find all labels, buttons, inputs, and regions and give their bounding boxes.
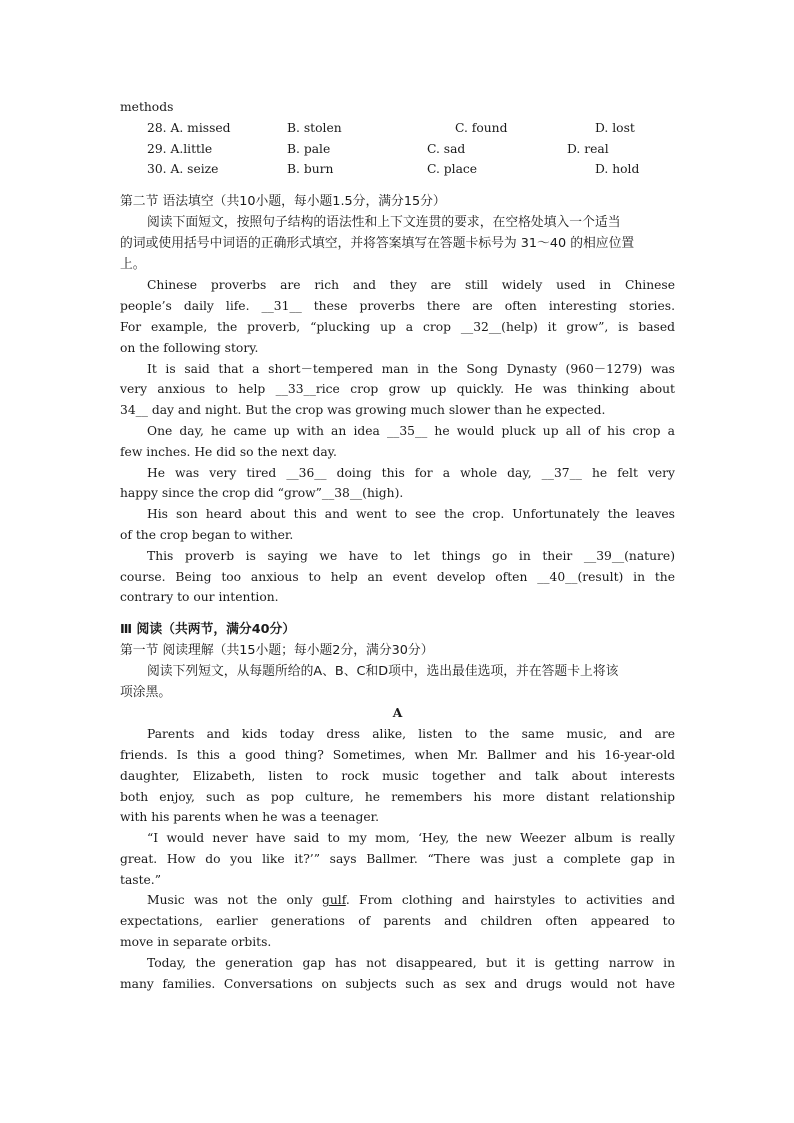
document-page: [120, 97, 675, 994]
passage-line: very anxious to help __33__rice crop grow up quickly. He was thinking about: [120, 382, 675, 397]
option-c: C. place: [427, 162, 478, 177]
passage-line: move in separate orbits.: [120, 935, 272, 950]
text-run: Music was not the only: [147, 893, 322, 908]
section-heading: 第二节 语法填空（共10小题，每小题1.5分，满分15分）: [120, 194, 446, 210]
passage-line: course. Being too anxious to help an event develop often __40__(result) in the: [120, 569, 675, 584]
passage-label: A: [392, 705, 403, 721]
question-28: [120, 118, 675, 139]
question-29: [120, 139, 675, 160]
passage-line: His son heard about this and went to see the crop. Unfortunately the leaves: [147, 507, 675, 522]
passage-line: Chinese proverbs are rich and they are still widely used in Chinese: [147, 278, 675, 293]
passage-line: Parents and kids today dress alike, listen to the same music, and are: [147, 727, 675, 742]
option-a: 29. A.little: [147, 141, 213, 156]
option-b: B. stolen: [287, 120, 342, 135]
passage-line: One day, he came up with an idea __35__ he would pluck up all of his crop a: [147, 423, 675, 438]
passage-line: taste.”: [120, 872, 161, 887]
option-c: C. sad: [427, 141, 466, 156]
passage-line: many families. Conversations on subjects such as sex and drugs would not have: [120, 976, 675, 991]
option-c: C. found: [455, 120, 508, 135]
option-b: B. burn: [287, 162, 334, 177]
part-heading: Ⅲ 阅读（共两节，满分40分）: [120, 622, 296, 638]
passage-line: contrary to our intention.: [120, 590, 279, 605]
passage-line: both enjoy, such as pop culture, he remembers his more distant relationship: [120, 789, 675, 804]
passage-line: few inches. He did so the next day.: [120, 444, 337, 459]
option-a: 28. A. missed: [147, 120, 231, 135]
passage-line: “I would never have said to my mom, ‘Hey, the new Weezer album is really: [147, 831, 675, 846]
passage-line: friends. Is this a good thing? Sometimes, when Mr. Ballmer and his 16-year-old: [120, 747, 675, 762]
passage-line: 34__ day and night. But the crop was growing much slower than he expected.: [120, 403, 606, 418]
option-d: D. real: [567, 141, 609, 156]
option-d: D. hold: [595, 162, 640, 177]
text-run: . From clothing and hairstyles to activities and: [345, 893, 675, 908]
passage-line: It is said that a short－tempered man in the Song Dynasty (960－1279) was: [147, 361, 675, 376]
passage-line: with his parents when he was a teenager.: [120, 810, 380, 825]
instruction-line: 上。: [120, 256, 146, 272]
instruction-line: 项涂黑。: [120, 684, 172, 700]
section-heading: 第一节 阅读理解（共15小题；每小题2分，满分30分）: [120, 642, 434, 658]
option-b: B. pale: [287, 141, 331, 156]
question-30: [120, 159, 675, 180]
passage-line: people’s daily life. __31__ these proverbs there are often interesting stories.: [120, 299, 675, 314]
option-d: D. lost: [595, 120, 635, 135]
passage-line: [120, 890, 675, 911]
passage-line: happy since the crop did “grow”__38__(high).: [120, 486, 404, 501]
passage-line: For example, the proverb, “plucking up a crop __32__(help) it grow”, is based: [120, 319, 675, 334]
instruction-line: 阅读下列短文，从每题所给的A、B、C和D项中，选出最佳选项，并在答题卡上将该: [147, 663, 619, 679]
passage-line: on the following story.: [120, 340, 259, 355]
passage-line: of the crop began to wither.: [120, 527, 294, 542]
text-line: methods: [120, 100, 174, 114]
passage-line: daughter, Elizabeth, listen to rock music together and talk about interests: [120, 768, 675, 783]
passage-line: great. How do you like it?’” says Ballmer. “There was just a complete gap in: [120, 851, 675, 866]
underlined-word: gulf: [321, 893, 346, 908]
passage-line: expectations, earlier generations of parents and children often appeared to: [120, 914, 675, 929]
passage-line: He was very tired __36__ doing this for a whole day, __37__ he felt very: [147, 465, 675, 480]
passage-line: Today, the generation gap has not disappeared, but it is getting narrow in: [147, 955, 675, 970]
passage-line: This proverb is saying we have to let things go in their __39__(nature): [147, 548, 675, 563]
instruction-line: 的词或使用括号中词语的正确形式填空，并将答案填写在答题卡标号为 31～40 的相应位置: [120, 235, 635, 251]
option-a: 30. A. seize: [147, 162, 219, 177]
instruction-line: 阅读下面短文，按照句子结构的语法性和上下文连贯的要求，在空格处填入一个适当: [147, 214, 621, 230]
